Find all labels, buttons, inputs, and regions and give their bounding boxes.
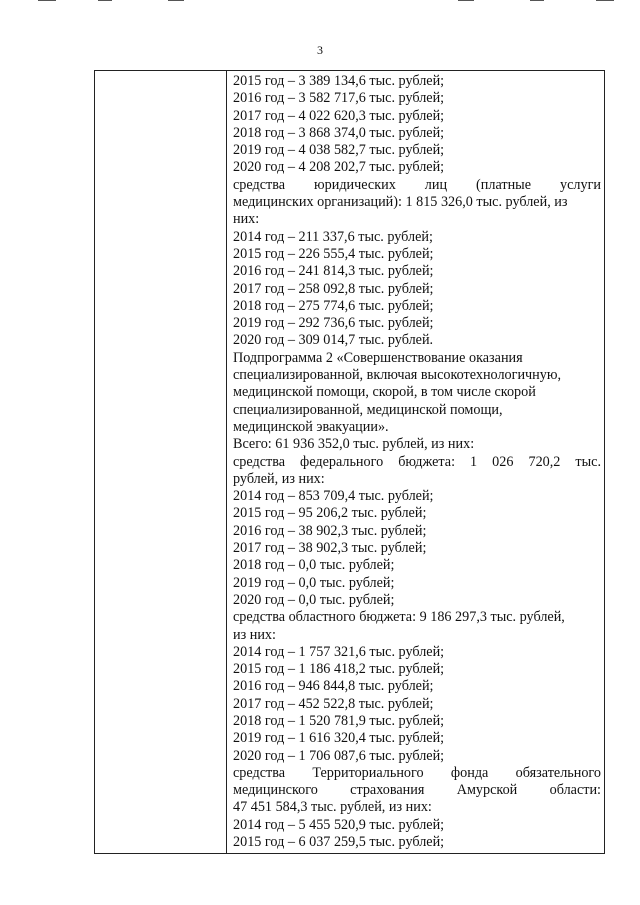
text-line: 47 451 584,3 тыс. рублей, из них: [233,799,432,816]
text-line: 2018 год – 275 774,6 тыс. рублей; [233,297,434,314]
text-line: 2014 год – 211 337,6 тыс. рублей; [233,228,433,245]
text-line: 2019 год – 0,0 тыс. рублей; [233,574,395,591]
text-line: 2018 год – 0,0 тыс. рублей; [233,557,395,574]
text-line: Подпрограмма 2 «Совершенствование оказания [233,349,523,366]
text-line: медицинской эвакуации». [233,418,389,435]
text-line: 2016 год – 3 582 717,6 тыс. рублей; [233,90,445,107]
text-line: рублей, из них: [233,470,325,487]
text-line: 2017 год – 452 522,8 тыс. рублей; [233,695,434,712]
text-line: средства юридических лиц (платные услуги [233,176,601,193]
text-line: них: [233,211,260,228]
text-line: 2019 год – 4 038 582,7 тыс. рублей; [233,142,445,159]
text-line: 2019 год – 1 616 320,4 тыс. рублей; [233,730,445,747]
text-line: специализированной, включая высокотехнологичную, [233,367,562,384]
text-line: специализированной, медицинской помощи, [233,401,503,418]
column-divider [226,71,227,853]
text-line: медицинской помощи, скорой, в том числе скорой [233,384,536,401]
program-table [94,70,605,854]
text-line: средства областного бюджета: 9 186 297,3 тыс. рублей, [233,609,565,626]
text-line: 2018 год – 3 868 374,0 тыс. рублей; [233,124,445,141]
text-line: 2014 год – 853 709,4 тыс. рублей; [233,488,434,505]
text-line: 2018 год – 1 520 781,9 тыс. рублей; [233,712,445,729]
text-line: 2020 год – 0,0 тыс. рублей; [233,591,395,608]
text-line: 2015 год – 3 389 134,6 тыс. рублей; [233,73,445,89]
text-line: 2015 год – 6 037 259,5 тыс. рублей; [233,834,445,851]
text-line: 2016 год – 38 902,3 тыс. рублей; [233,522,427,539]
text-line: Всего: 61 936 352,0 тыс. рублей, из них: [233,436,475,453]
text-line: 2014 год – 5 455 520,9 тыс. рублей; [233,816,445,833]
text-line: 2020 год – 1 706 087,6 тыс. рублей; [233,747,445,764]
text-line: 2020 год – 4 208 202,7 тыс. рублей; [233,159,445,176]
page-number: 3 [317,43,323,57]
text-line: 2016 год – 946 844,8 тыс. рублей; [233,678,434,695]
text-line: 2015 год – 95 206,2 тыс. рублей; [233,505,427,522]
text-line: 2016 год – 241 814,3 тыс. рублей; [233,263,434,280]
text-line: 2017 год – 4 022 620,3 тыс. рублей; [233,107,445,124]
text-line: 2019 год – 292 736,6 тыс. рублей; [233,315,434,332]
scan-edge-marks [0,0,640,4]
text-line: 2014 год – 1 757 321,6 тыс. рублей; [233,643,445,660]
text-line: средства федерального бюджета: 1 026 720,2 тыс. [233,453,601,470]
text-line: 2015 год – 1 186 418,2 тыс. рублей; [233,661,445,678]
text-line: 2017 год – 38 902,3 тыс. рублей; [233,540,427,557]
text-line: 2020 год – 309 014,7 тыс. рублей. [233,332,434,349]
text-line: из них: [233,626,276,643]
text-line: 2015 год – 226 555,4 тыс. рублей; [233,245,434,262]
text-line: медицинских организаций): 1 815 326,0 тыс. рублей, из [233,194,568,211]
text-line: медицинского страхования Амурской области: [233,782,601,799]
text-line: средства Территориального фонда обязательного [233,764,601,781]
funding-cell [233,73,601,851]
text-line: 2017 год – 258 092,8 тыс. рублей; [233,280,434,297]
